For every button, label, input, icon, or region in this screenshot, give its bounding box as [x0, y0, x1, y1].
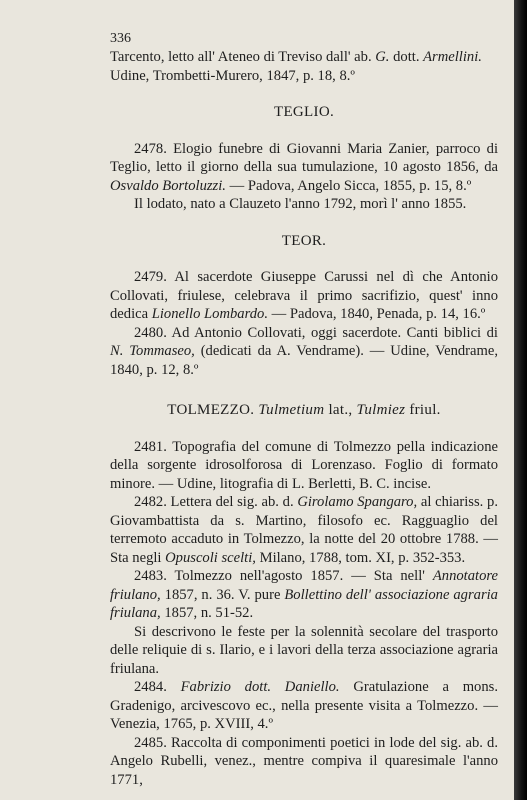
- entry-2479: [110, 268, 498, 324]
- text-run: — Padova, 1840, Penada, p. 14, 16.º: [271, 306, 486, 322]
- entry-2485: 2485. Raccolta di componimenti poetici in lode del sig. ab. d. Angelo Rubelli, venez., mentre compiva il quaresimale l'anno 1771,: [110, 734, 498, 788]
- section-heading-teglio: TEGLIO.: [274, 104, 334, 120]
- entry-2478: [110, 140, 498, 196]
- italic-run: Annotatore friulano,: [110, 568, 498, 603]
- italic-run: Tulmetium: [258, 402, 325, 418]
- entry-note: Si descrivono le feste per la solennità secolare del trasporto delle reliquie di s. Ilario, e i lavori della terza associazione agraria friulana.: [110, 623, 498, 677]
- italic-run: G.: [375, 49, 390, 65]
- entry-continuation: [110, 48, 498, 85]
- text-run: Milano, 1788, tom. XI, p. 352-353.: [259, 549, 466, 566]
- text-run: Tarcento, letto all' Ateneo di Treviso dall' ab.: [110, 49, 372, 65]
- author-name: N. Tommaseo,: [110, 343, 195, 359]
- italic-run: Tulmiez: [356, 402, 406, 418]
- entry-2480: [110, 324, 498, 380]
- text-run: TOLMEZZO.: [167, 402, 255, 418]
- text-run: dott.: [393, 49, 420, 65]
- entry-2484: [110, 678, 498, 734]
- section-heading-teor: TEOR.: [281, 232, 327, 249]
- text-run: Gratulazione a mons. Gradenigo, arcivescovo ec., nella presente visita a Tolmezzo. — Venezia, 1765, p. XVIII, 4.º: [110, 679, 498, 732]
- text-run: — Padova, Angelo Sicca, 1855, p. 15, 8.º: [229, 177, 472, 194]
- italic-run: Opuscoli scelti,: [165, 549, 256, 566]
- text-run: 2483. Tolmezzo nell'agosto 1857. — Sta nell': [134, 568, 425, 584]
- entry-2483: [110, 567, 498, 623]
- text-run: al chiariss. p. Giovambattista da s. Martino, filosofo ec. Ragguaglio del terremoto accaduto in Tolmezzo, la notte del 20 ottobre 1788. — Sta negli: [110, 494, 498, 566]
- author-name: Armellini.: [423, 49, 482, 65]
- author-name: Lionello Lombardo.: [151, 306, 268, 322]
- text-run: 2478. Elogio funebre di Giovanni Maria Zanier, parroco di Teglio, letto il giorno della sua tumulazione, 10 agosto 1856, da: [110, 140, 498, 175]
- text-run: friul.: [409, 402, 441, 418]
- text-run: 1857, n. 51-52.: [164, 605, 254, 621]
- text-run: Udine, Trombetti-Murero, 1847, p. 18, 8.º: [110, 67, 355, 84]
- text-run: lat.,: [328, 402, 353, 418]
- text-run: (dedicati da A. Vendrame). — Udine, Vendrame, 1840, p. 12, 8.º: [110, 343, 498, 378]
- author-name: Fabrizio dott. Daniello.: [180, 679, 340, 695]
- text-run: 1857, n. 36. V. pure: [164, 586, 281, 603]
- entry-2481: 2481. Topografia del comune di Tolmezzo pella indicazione della sorgente idrosolforosa di Lorenzaso. Foglio di formato minore. — Udine, litografia di L. Berletti, B. C. incise.: [110, 438, 498, 492]
- text-run: 2484.: [134, 679, 167, 695]
- author-name: Osvaldo Bortoluzzi.: [110, 177, 226, 194]
- entry-note: Il lodato, nato a Clauzeto l'anno 1792, morì l' anno 1855.: [134, 196, 467, 212]
- page-edge-shadow: [514, 0, 527, 800]
- page-content: [110, 30, 498, 789]
- entry-2482: [110, 493, 498, 567]
- italic-run: Bollettino dell' associazione agraria friulana,: [110, 586, 498, 621]
- section-heading-tolmezzo: [110, 401, 498, 420]
- author-name: Girolamo Spangaro,: [297, 494, 418, 510]
- text-run: 2482. Lettera del sig. ab. d.: [134, 494, 294, 510]
- text-run: 2480. Ad Antonio Collovati, oggi sacerdote. Canti biblici di: [134, 324, 498, 341]
- page-number: 336: [110, 31, 131, 46]
- text-run: 2479. Al sacerdote Giuseppe Carussi nel dì che Antonio Collovati, friulese, celebrava il primo sacrifizio, quest' inno dedica: [110, 269, 498, 322]
